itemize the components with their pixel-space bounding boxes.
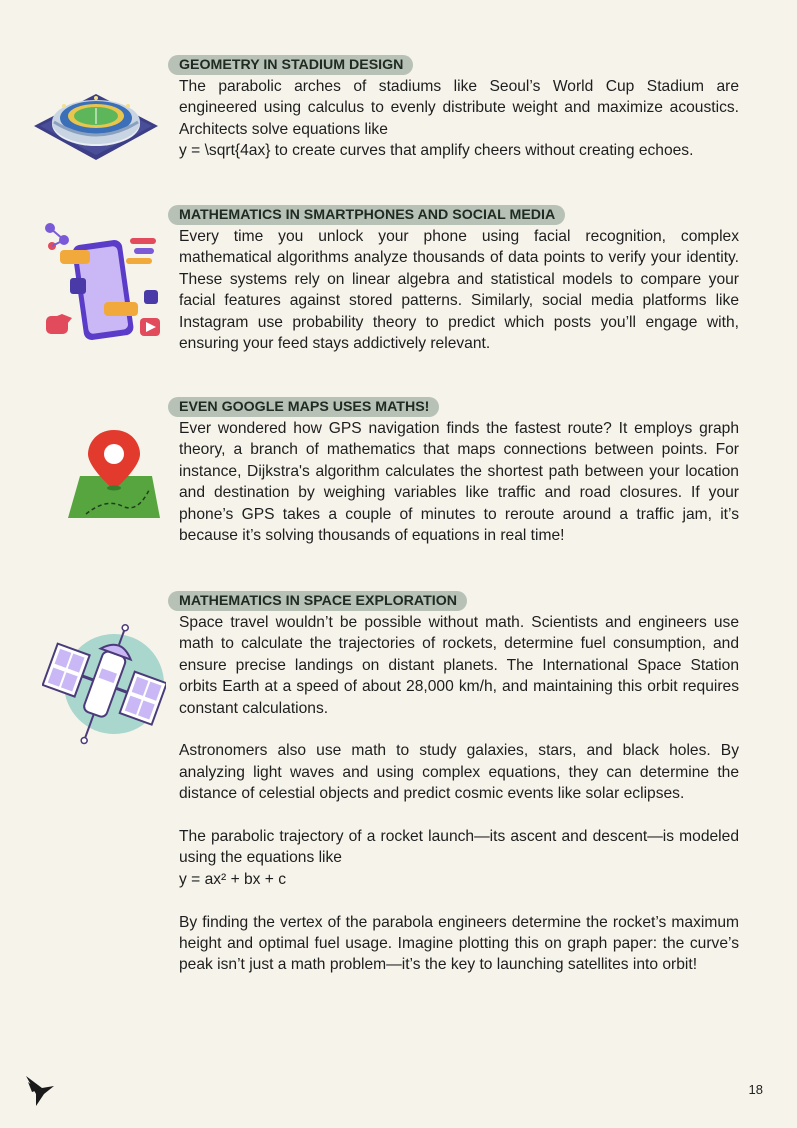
body-text: The parabolic arches of stadiums like Seoul’s World Cup Stadium are engineered using calculus to evenly distribute weight and maximize acoustics. Architects solve equations like [179, 78, 739, 138]
bird-logo-icon [24, 1074, 56, 1108]
equation: y = \sqrt{4ax} [179, 142, 271, 160]
body-paragraph: The parabolic trajectory of a rocket launch—its ascent and descent—is modeled using the equations like [179, 828, 739, 867]
section-heading: MATHEMATICS IN SPACE EXPLORATION [168, 591, 467, 611]
equation: y = ax² + bx + c [179, 870, 287, 888]
body-paragraph: Astronomers also use math to study galaxies, stars, and black holes. By analyzing light waves and using complex equations, they can determine the distance of celestial objects and predict cosmic events like solar eclipses. [179, 742, 739, 803]
smartphone-social-icon [42, 218, 166, 346]
section-body [179, 418, 739, 546]
section-heading: MATHEMATICS IN SMARTPHONES AND SOCIAL MEDIA [168, 205, 565, 225]
section-heading: EVEN GOOGLE MAPS USES MATHS! [168, 397, 439, 417]
body-text: Every time you unlock your phone using facial recognition, complex mathematical algorithms analyze thousands of data points to verify your identity. These systems rely on linear algebra and statistical models to compare your facial features against stored patterns. Similarly, social media platforms like Instagram use probability theory to predict which posts you’ll engage with, ensuring your feed stays addictively relevant. [179, 228, 739, 353]
section-body [179, 76, 739, 162]
body-text: Ever wondered how GPS navigation finds the fastest route? It employs graph theory, a branch of mathematics that maps connections between points. For instance, Dijkstra's algorithm calculates the shortest path between your location and destination by weighing variables like traffic and road closures. If your phone’s GPS takes a couple of minutes to reroute around a traffic jam, it’s because it’s solving thousands of equations in real time! [179, 420, 739, 545]
satellite-icon [42, 622, 166, 750]
section-body [179, 226, 739, 354]
body-paragraph: By finding the vertex of the parabola engineers determine the rocket’s maximum height and optimal fuel usage. Imagine plotting this on graph paper: the curve’s peak isn’t just a math problem—it’s the key to launching satellites into orbit! [179, 913, 739, 974]
page-number: 18 [748, 1082, 763, 1097]
map-pin-icon [66, 428, 162, 520]
body-text: to create curves that amplify cheers without creating echoes. [270, 142, 694, 160]
section-body [179, 612, 739, 976]
body-paragraph: Space travel wouldn’t be possible without math. Scientists and engineers use math to calculate the trajectories of rockets, determine fuel consumption, and ensure precise landings on distant planets. The International Space Station orbits Earth at a speed of about 28,000 km/h, and maintaining this orbit requires constant calculations. [179, 614, 739, 717]
stadium-icon [30, 82, 160, 164]
section-heading: GEOMETRY IN STADIUM DESIGN [168, 55, 413, 75]
